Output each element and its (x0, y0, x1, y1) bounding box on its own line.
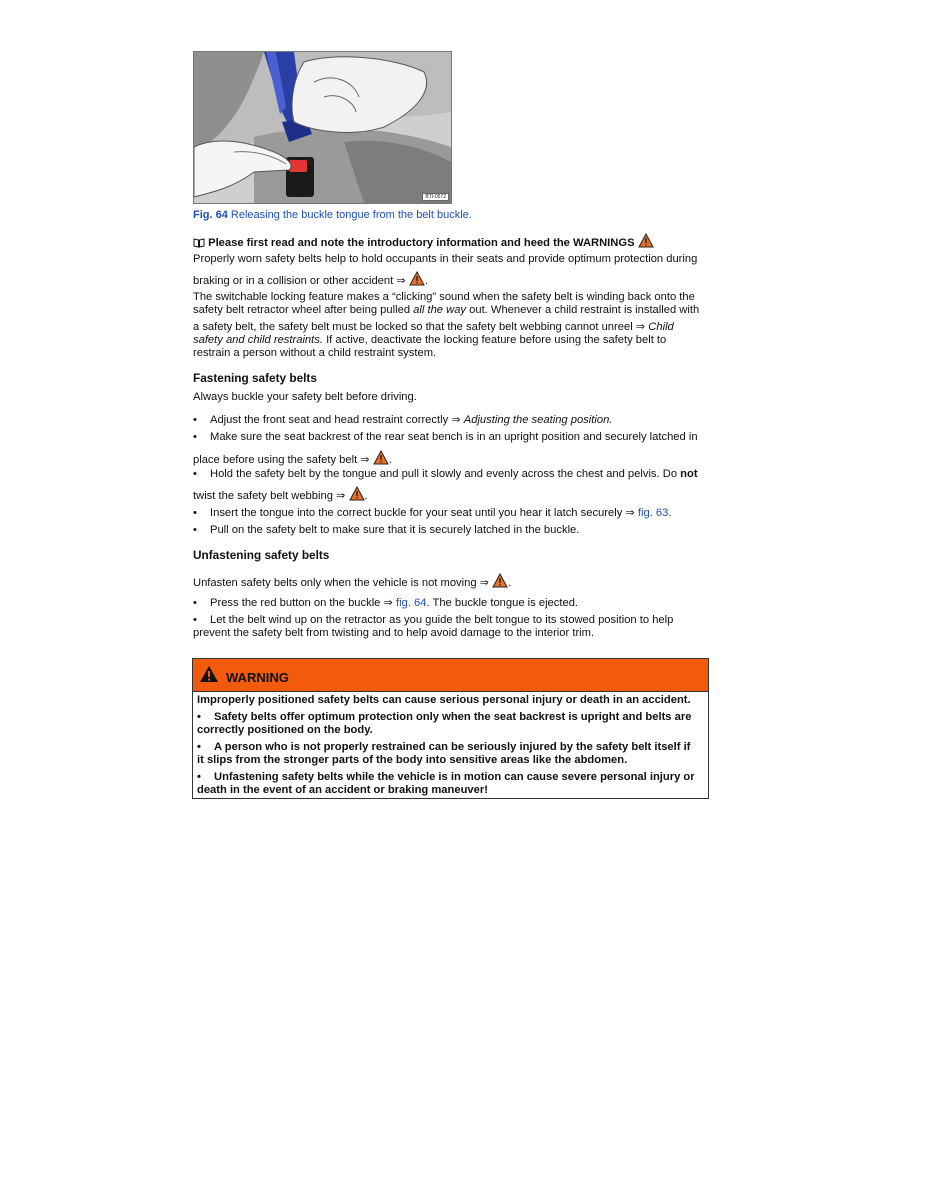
list-item: • Pull on the safety belt to make sure that it is securely latched in the buckle. (193, 524, 580, 536)
figure-caption-label: Fig. 64 (193, 209, 228, 221)
fig-64-link[interactable]: fig. 64 (396, 597, 427, 609)
warning-item2-line2: it slips from the stronger parts of the body into sensitive areas like the abdomen. (197, 754, 628, 766)
warning-line1: Improperly positioned safety belts can cause serious personal injury or death in an accident. (197, 694, 691, 706)
intro-p2-line4 (193, 334, 666, 347)
list-item: • A person who is not properly restrained can be seriously injured by the safety belt itself if (197, 741, 691, 753)
intro-p2-line2-b: all the way (413, 304, 467, 316)
warning-item3-line1: Unfastening safety belts while the vehicle is in motion can cause severe personal injury or (214, 771, 695, 783)
intro-p2-line2 (193, 304, 699, 317)
unfastening-b2-line2: prevent the safety belt from twisting and to help avoid damage to the interior trim. (193, 627, 595, 639)
unfastening-b1-text: Press the red button on the buckle ⇒ (210, 597, 396, 609)
list-item: • Make sure the seat backrest of the rear seat bench is in an upright position and securely latched in (193, 431, 698, 443)
intro-p2-line3-link[interactable]: Child (648, 321, 674, 333)
fastening-b5-text: Pull on the safety belt to make sure that it is securely latched in the buckle. (210, 524, 580, 536)
intro-p2-line3 (193, 321, 674, 334)
figure-code: BTI-0572 (422, 193, 449, 201)
intro-p2-line3-a: a safety belt, the safety belt must be locked so that the safety belt webbing cannot unreel ⇒ (193, 321, 649, 333)
fastening-b2-line2-text: place before using the safety belt ⇒ (193, 454, 370, 466)
list-item: • Unfastening safety belts while the vehicle is in motion can cause severe personal injury or (197, 771, 695, 783)
fastening-b4-text: Insert the tongue into the correct buckle for your seat until you hear it latch securely ⇒ (210, 507, 638, 519)
fastening-b3-line1: Hold the safety belt by the tongue and pull it slowly and evenly across the chest and pelvis. Do (210, 468, 681, 480)
intro-heading-text: Please first read and note the introductory information and heed the WARNINGS (208, 237, 635, 249)
warning-item1-line1: Safety belts offer optimum protection only when the seat backrest is upright and belts are (214, 711, 692, 723)
figure-caption-text: Releasing the buckle tongue from the belt buckle. (230, 209, 472, 221)
fastening-b2-line1: Make sure the seat backrest of the rear seat bench is in an upright position and securely latched in (210, 431, 698, 443)
intro-p1-line1: Properly worn safety belts help to hold occupants in their seats and provide optimum protection during (193, 253, 698, 265)
warning-item3-line2: death in the event of an accident or braking maneuver! (197, 784, 488, 796)
buckle-illustration (194, 52, 451, 203)
intro-p1-line2: braking or in a collision or other accident ⇒ . (193, 271, 428, 288)
intro-p2-line4-link[interactable]: safety and child restraints. (193, 334, 323, 346)
list-item: • Adjust the front seat and head restraint correctly ⇒ Adjusting the seating position. (193, 414, 613, 426)
unfastening-heading: Unfastening safety belts (193, 548, 330, 562)
fastening-b2-line2: place before using the safety belt ⇒ . (193, 450, 392, 467)
unfastening-lead-text: Unfasten safety belts only when the vehicle is not moving ⇒ (193, 577, 490, 589)
warning-item1-line2: correctly positioned on the body. (197, 724, 373, 736)
intro-p2-line5: restrain a person without a child restraint system. (193, 347, 437, 359)
list-item: • Let the belt wind up on the retractor as you guide the belt tongue to its stowed position to help (193, 614, 674, 626)
list-item: • Safety belts offer optimum protection only when the seat backrest is upright and belts are (197, 711, 692, 723)
intro-heading (193, 233, 654, 250)
warning-triangle-icon[interactable] (492, 573, 508, 588)
fastening-b3-line2: twist the safety belt webbing ⇒ . (193, 486, 368, 503)
warning-triangle-icon[interactable] (409, 271, 425, 286)
warning-box (192, 658, 709, 799)
intro-p1-line2-text: braking or in a collision or other accident ⇒ (193, 275, 406, 287)
intro-p2-line2-c: out. Whenever a child restraint is installed with (466, 304, 700, 316)
fastening-lead: Always buckle your safety belt before driving. (193, 391, 417, 403)
book-icon (193, 238, 205, 248)
list-item: • Hold the safety belt by the tongue and pull it slowly and evenly across the chest and pelvis. Do not (193, 468, 698, 480)
figure-image (193, 51, 452, 204)
warning-triangle-icon[interactable] (373, 450, 389, 465)
figure-caption (193, 209, 472, 221)
fastening-heading: Fastening safety belts (193, 371, 317, 385)
fastening-b3-line2-text: twist the safety belt webbing ⇒ (193, 490, 346, 502)
fig-63-link[interactable]: fig. 63 (637, 507, 669, 519)
fastening-b3-bold: not (680, 468, 698, 480)
unfastening-b1-tail: . The buckle tongue is ejected. (426, 597, 579, 609)
fastening-b1-text: Adjust the front seat and head restraint correctly ⇒ (210, 414, 464, 426)
list-item: • Insert the tongue into the correct buckle for your seat until you hear it latch securely ⇒ fig. 63. (193, 507, 672, 519)
warning-item2-line1: A person who is not properly restrained can be seriously injured by the safety belt itself if (214, 741, 691, 753)
warning-triangle-icon[interactable] (349, 486, 365, 501)
intro-p2-line1: The switchable locking feature makes a “clicking” sound when the safety belt is winding back onto the (193, 291, 695, 303)
warning-triangle-icon (638, 233, 654, 248)
unfastening-lead: Unfasten safety belts only when the vehicle is not moving ⇒ . (193, 573, 511, 590)
warning-triangle-icon (199, 665, 219, 683)
fastening-b1-link[interactable]: Adjusting the seating position. (463, 414, 613, 426)
intro-p2-line4-b: If active, deactivate the locking feature before using the safety belt to (322, 334, 667, 346)
intro-p2-line2-a: safety belt retractor wheel after being pulled (193, 304, 414, 316)
warning-title: WARNING (226, 670, 289, 685)
list-item: • Press the red button on the buckle ⇒ fig. 64. The buckle tongue is ejected. (193, 597, 579, 609)
warning-header (193, 659, 708, 692)
unfastening-b2-line1: Let the belt wind up on the retractor as you guide the belt tongue to its stowed position to help (210, 614, 674, 626)
